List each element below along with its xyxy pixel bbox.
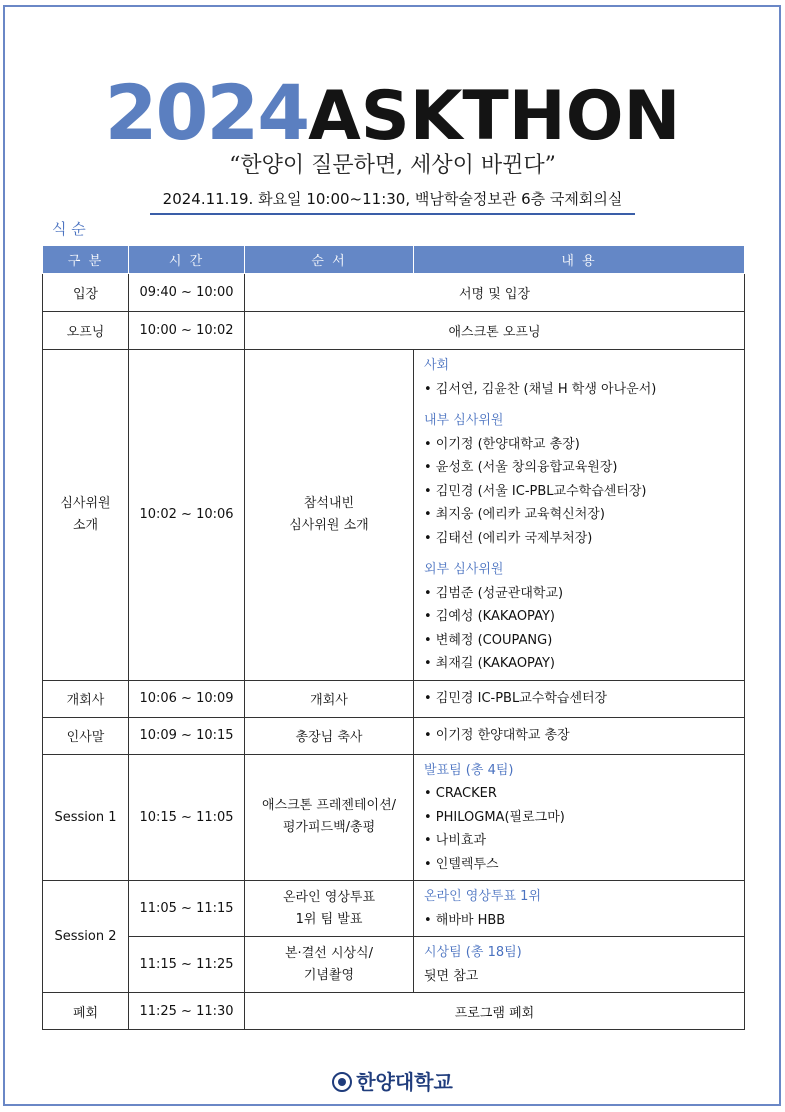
row-content <box>414 937 745 993</box>
list-item: • 윤성호 (서울 창의융합교육원장) <box>424 460 618 475</box>
row-time: 10:15 ~ 11:05 <box>129 754 245 881</box>
row-category: 입장 <box>43 274 129 312</box>
table-row <box>43 274 745 312</box>
row-order: 참석내빈 심사위원 소개 <box>245 350 414 681</box>
table-row <box>43 312 745 350</box>
row-content <box>414 881 745 937</box>
list-item: • 김예성 (KAKAOPAY) <box>424 609 555 624</box>
row-merged: 애스크톤 오프닝 <box>245 312 745 350</box>
logo-name: ASKTHON <box>308 77 681 156</box>
table-row <box>43 881 745 937</box>
row-order: 본·결선 시상식/ 기념촬영 <box>245 937 414 993</box>
external-judges-title: 외부 심사위원 <box>424 562 504 577</box>
list-item: • 김서연, 김윤찬 (채널 H 학생 아나운서) <box>424 381 657 397</box>
table-row <box>43 993 745 1030</box>
list-item: • 최재길 (KAKAOPAY) <box>424 656 555 671</box>
table-row <box>43 754 745 881</box>
list-item: • 최지웅 (에리카 교육혁신처장) <box>424 507 605 522</box>
host-title: 사회 <box>424 358 450 373</box>
table-row <box>43 350 745 681</box>
award-teams-title: 시상팀 (총 18팀) <box>424 945 522 960</box>
row-time: 11:05 ~ 11:15 <box>129 881 245 937</box>
row-time: 11:25 ~ 11:30 <box>129 993 245 1030</box>
list-item: • 김민경 (서울 IC-PBL교수학습센터장) <box>424 483 647 499</box>
slogan: “한양이 질문하면, 세상이 바뀐다” <box>229 153 556 178</box>
row-category: Session 2 <box>43 881 129 993</box>
list-item: • 김범준 (성균관대학교) <box>424 585 564 601</box>
university-logo <box>0 1066 785 1095</box>
header-time: 시 간 <box>129 246 245 274</box>
row-category: 인사말 <box>43 717 129 754</box>
header-order: 순 서 <box>245 246 414 274</box>
hanyang-seal-icon <box>332 1072 352 1092</box>
row-category: 개회사 <box>43 680 129 717</box>
list-item: • 이기정 (한양대학교 총장) <box>424 436 580 452</box>
row-order: 개회사 <box>245 680 414 717</box>
row-category: 오프닝 <box>43 312 129 350</box>
row-time: 10:06 ~ 10:09 <box>129 680 245 717</box>
table-header-row <box>43 246 745 274</box>
section-label: 식 순 <box>52 220 86 238</box>
row-category: 폐회 <box>43 993 129 1030</box>
list-item: • 해바바 HBB <box>424 912 506 928</box>
list-item: • PHILOGMA(필로그마) <box>424 809 565 825</box>
list-item: • 나비효과 <box>424 833 487 848</box>
list-item: • 변혜정 (COUPANG) <box>424 632 553 648</box>
row-time: 10:02 ~ 10:06 <box>129 350 245 681</box>
row-time: 10:09 ~ 10:15 <box>129 717 245 754</box>
row-order: 애스크톤 프레젠테이션/ 평가피드백/총평 <box>245 754 414 881</box>
university-name: 한양대학교 <box>356 1070 453 1094</box>
internal-judges-title: 내부 심사위원 <box>424 413 504 428</box>
list-item: • 김태선 (에리카 국제부처장) <box>424 530 593 546</box>
online-vote-title: 온라인 영상투표 1위 <box>424 889 541 904</box>
event-info-line: 2024.11.19. 화요일 10:00~11:30, 백남학술정보관 6층 국제회의실 <box>150 188 635 215</box>
row-time: 09:40 ~ 10:00 <box>129 274 245 312</box>
row-time: 11:15 ~ 11:25 <box>129 937 245 993</box>
table-row <box>43 937 745 993</box>
row-content <box>414 350 745 681</box>
row-time: 10:00 ~ 10:02 <box>129 312 245 350</box>
presenting-teams-title: 발표팀 (총 4팀) <box>424 762 514 778</box>
row-content: • 김민경 IC-PBL교수학습센터장 <box>414 680 745 717</box>
list-item: • CRACKER <box>424 786 497 801</box>
row-order: 총장님 축사 <box>245 717 414 754</box>
header-content: 내 용 <box>414 246 745 274</box>
row-content: • 이기정 한양대학교 총장 <box>414 717 745 754</box>
list-item: • 인텔렉투스 <box>424 856 499 872</box>
row-merged: 서명 및 입장 <box>245 274 745 312</box>
table-row <box>43 680 745 717</box>
list-item: 뒷면 참고 <box>424 968 479 984</box>
logo-year: 2024 <box>104 68 309 157</box>
row-category: 심사위원 소개 <box>43 350 129 681</box>
row-category: Session 1 <box>43 754 129 881</box>
schedule-table <box>42 245 745 1030</box>
row-order: 온라인 영상투표 1위 팀 발표 <box>245 881 414 937</box>
table-row <box>43 717 745 754</box>
header-category: 구 분 <box>43 246 129 274</box>
row-merged: 프로그램 폐회 <box>245 993 745 1030</box>
row-content <box>414 754 745 881</box>
